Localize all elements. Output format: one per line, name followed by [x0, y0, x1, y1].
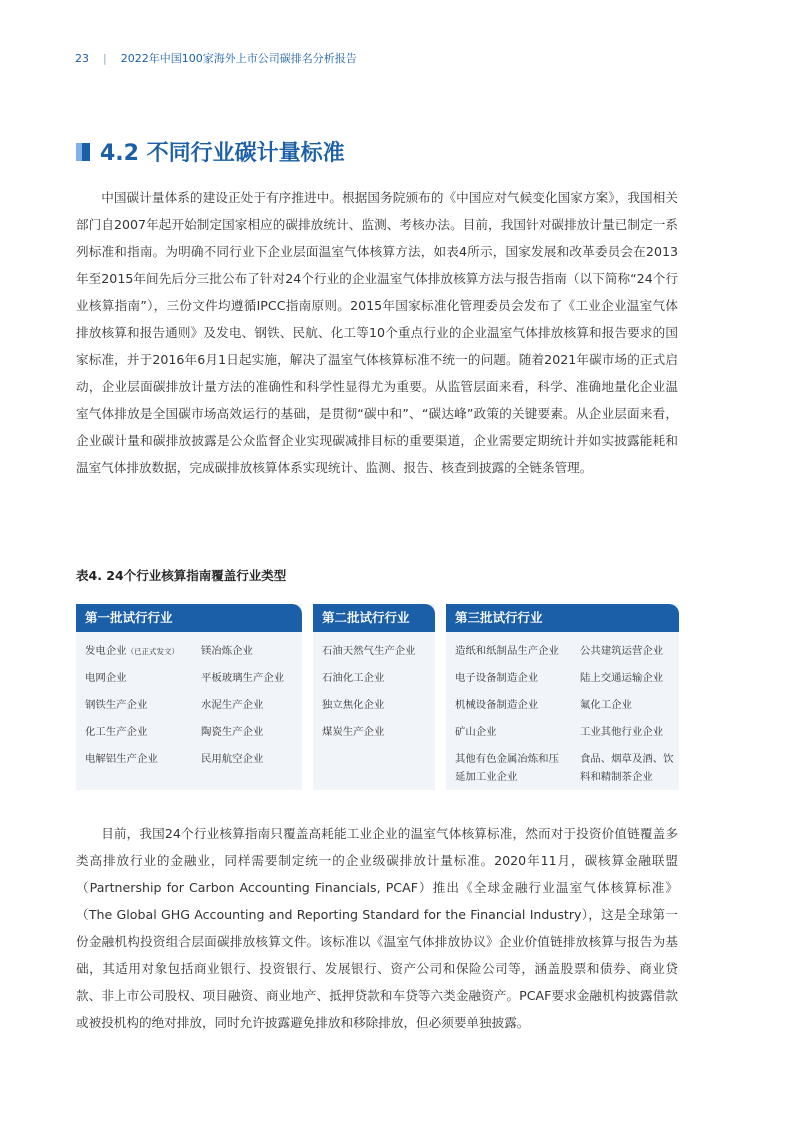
- table-cell: 公共建筑运营企业: [580, 645, 664, 657]
- section-heading: [76, 136, 345, 167]
- group-header-second-batch: 第二批试行行业: [313, 604, 435, 632]
- table-cell: 镁冶炼企业: [201, 645, 253, 657]
- table-cell: 煤炭生产企业: [322, 726, 385, 738]
- report-title: 2022年中国100家海外上市公司碳排名分析报告: [120, 52, 357, 65]
- table-cell: 独立焦化企业: [322, 699, 385, 711]
- table-cell: 机械设备制造企业: [455, 699, 539, 711]
- table-cell: 化工生产企业: [85, 726, 148, 738]
- table-cell: 陶瓷生产企业: [201, 726, 264, 738]
- table-cell: 电解铝生产企业: [85, 753, 158, 765]
- industry-table: [76, 604, 679, 790]
- paragraph-intro: 中国碳计量体系的建设正处于有序推进中。根据国务院颁布的《中国应对气候变化国家方案》，我国相关部门自2007年起开始制定国家相应的碳排放统计、监测、考核办法。目前，我国针对碳排放计量已制定一系列标准和指南。为明确不同行业下企业层面温室气体核算方法，如表4所示，国家发展和改革委员会在2013年至2015年间先后分三批公布了针对24个行业的企业温室气体排放核算方法与报告指南（以下简称“24个行业核算指南”），三份文件均遵循IPCC指南原则。2015年国家标准化管理委员会发布了《工业企业温室气体排放核算和报告通则》及发电、钢铁、民航、化工等10个重点行业的企业温室气体排放核算和报告要求的国家标准，并于2016年6月1日起实施，解决了温室气体核算标准不统一的问题。随着2021年碳市场的正式启动，企业层面碳排放计量方法的准确性和科学性显得尤为重要。从监管层面来看，科学、准确地量化企业温室气体排放是全国碳市场高效运行的基础，是贯彻“碳中和”、“碳达峰”政策的关键要素。从企业层面来看，企业碳计量和碳排放披露是公众监督企业实现碳减排目标的重要渠道，企业需要定期统计并如实披露能耗和温室气体排放数据，完成碳排放核算体系实现统计、监测、报告、核查到披露的全链条管理。: [76, 190, 678, 475]
- section-title: 4.2 不同行业碳计量标准: [100, 141, 345, 166]
- header-separator: |: [103, 51, 107, 65]
- paragraph-pcaf: 目前，我国24个行业核算指南只覆盖高耗能工业企业的温室气体核算标准，然而对于投资价值链覆盖多类高排放行业的金融业，同样需要制定统一的企业级碳排放计量标准。2020年11月，碳核算金融联盟（Partnership for Carbon Accounting Financials, PCAF）推出《全球金融行业温室气体核算标准》（The Global GHG Accounting and Reporting Standard for the Financial Industry），这是全球第一份金融机构投资组合层面碳排放核算文件。该标准以《温室气体排放协议》企业价值链排放核算与报告为基础，其适用对象包括商业银行、投资银行、发展银行、资产公司和保险公司等，涵盖股票和债券、商业贷款、非上市公司股权、项目融资、商业地产、抵押贷款和车贷等六类金融资产。PCAF要求金融机构披露借款或被投机构的绝对排放，同时允许披露避免排放和移除排放，但必须要单独披露。: [76, 826, 678, 1030]
- table-cell: 陆上交通运输企业: [580, 672, 664, 684]
- table-cell: 氟化工企业: [580, 699, 632, 711]
- table-group-second-batch: [313, 604, 435, 790]
- table-cell: 矿山企业: [455, 726, 497, 738]
- table-cell: 石油天然气生产企业: [322, 645, 416, 657]
- group-header-first-batch: 第一批试行行业: [76, 604, 302, 632]
- table-group-first-batch: [76, 604, 302, 790]
- page-number: 23: [75, 51, 89, 65]
- table-cell: 造纸和纸制品生产企业: [455, 645, 559, 657]
- table-cell: 平板玻璃生产企业: [201, 672, 285, 684]
- table-cell: 其他有色金属冶炼和压延加工业企业: [455, 753, 559, 783]
- page-header: [75, 50, 357, 66]
- table-cell: 民用航空企业: [201, 753, 264, 765]
- table-cell: 工业其他行业企业: [580, 726, 664, 738]
- cell-note: （已正式发文）: [126, 647, 180, 656]
- table-cell: 水泥生产企业: [201, 699, 264, 711]
- section-marker-icon: [76, 143, 90, 161]
- table-cell: 钢铁生产企业: [85, 699, 148, 711]
- table-cell: 电子设备制造企业: [455, 672, 539, 684]
- table-caption: 表4. 24个行业核算指南覆盖行业类型: [76, 568, 287, 583]
- table-cell: 食品、烟草及酒、饮料和精制茶企业: [580, 753, 674, 783]
- table-cell: 石油化工企业: [322, 672, 385, 684]
- table-cell: 发电企业（已正式发文）: [85, 645, 180, 657]
- group-header-third-batch: 第三批试行行业: [446, 604, 679, 632]
- table-group-third-batch: [446, 604, 679, 790]
- table-cell: 电网企业: [85, 672, 127, 684]
